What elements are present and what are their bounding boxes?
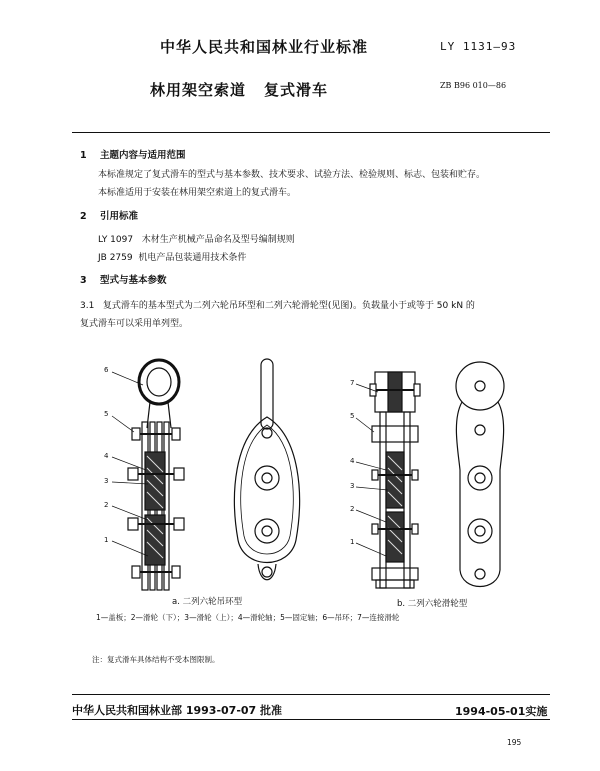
issuer-line: 中华人民共和国林业部 1993-07-07 批准 <box>72 704 283 717</box>
section-3-heading: 3 型式与基本参数 <box>80 275 167 286</box>
doc-title-right: 复式滑车 <box>264 81 329 99</box>
effective-date: 1994-05-01实施 <box>455 705 548 718</box>
reference-1: LY 1097 木材生产机械产品命名及型号编制规则 <box>98 235 295 245</box>
figure-note: 注：复式滑车具体结构不受本图限制。 <box>92 655 220 664</box>
label-a-2: 2 <box>104 501 109 509</box>
figure-b-side-view <box>356 372 420 588</box>
standard-title: 中华人民共和国林业行业标准 <box>160 38 369 56</box>
section-2-heading: 2 引用标准 <box>80 211 139 222</box>
classification-code: ZB B96 010—86 <box>440 81 507 90</box>
label-a-1: 1 <box>104 536 109 544</box>
page-number: 195 <box>507 738 522 747</box>
clause-3-1-line-1: 3.1 复式滑车的基本型式为二列六轮吊环型和二列六轮滑轮型(见图)。负载量小于或等于 50 kN 的 <box>80 301 475 311</box>
reference-2: JB 2759 机电产品包装通用技术条件 <box>98 253 247 263</box>
section-1-heading: 1 主题内容与适用范围 <box>80 150 186 161</box>
standard-code: LY 1131—93 <box>440 40 517 53</box>
section-1-paragraph-1: 本标准规定了复式滑车的型式与基本参数、技术要求、试验方法、检验规则、标志、包装和贮存。 <box>98 170 486 180</box>
label-b-4: 4 <box>350 457 355 465</box>
label-a-6: 6 <box>104 366 109 374</box>
clause-3-1-line-2: 复式滑车可以采用单列型。 <box>80 319 189 329</box>
label-b-3: 3 <box>350 482 355 490</box>
figure-caption-b: b. 二列六轮滑轮型 <box>397 599 468 609</box>
section-1-paragraph-2: 本标准适用于安装在林用架空索道上的复式滑车。 <box>98 188 297 198</box>
label-b-1: 1 <box>350 538 355 546</box>
label-a-5: 5 <box>104 410 109 418</box>
footer-bottom-rule <box>72 719 550 720</box>
figure-b-front-view <box>456 362 504 587</box>
figure-a-front-view <box>234 359 299 580</box>
label-a-3: 3 <box>104 477 109 485</box>
figure-a-side-view <box>112 360 184 590</box>
doc-title-left: 林用架空索道 <box>150 81 247 99</box>
label-b-7: 7 <box>350 379 355 387</box>
footer-rule <box>72 694 550 695</box>
label-b-5: 5 <box>350 412 355 420</box>
figure-legend: 1—盖板；2—滑轮（下）；3—滑轮（上）；4—滑轮轴；5—固定轴；6—吊环；7—连接滑轮 <box>96 613 400 622</box>
figure-caption-a: a. 二列六轮吊环型 <box>172 597 243 607</box>
label-b-2: 2 <box>350 505 355 513</box>
label-a-4: 4 <box>104 452 109 460</box>
